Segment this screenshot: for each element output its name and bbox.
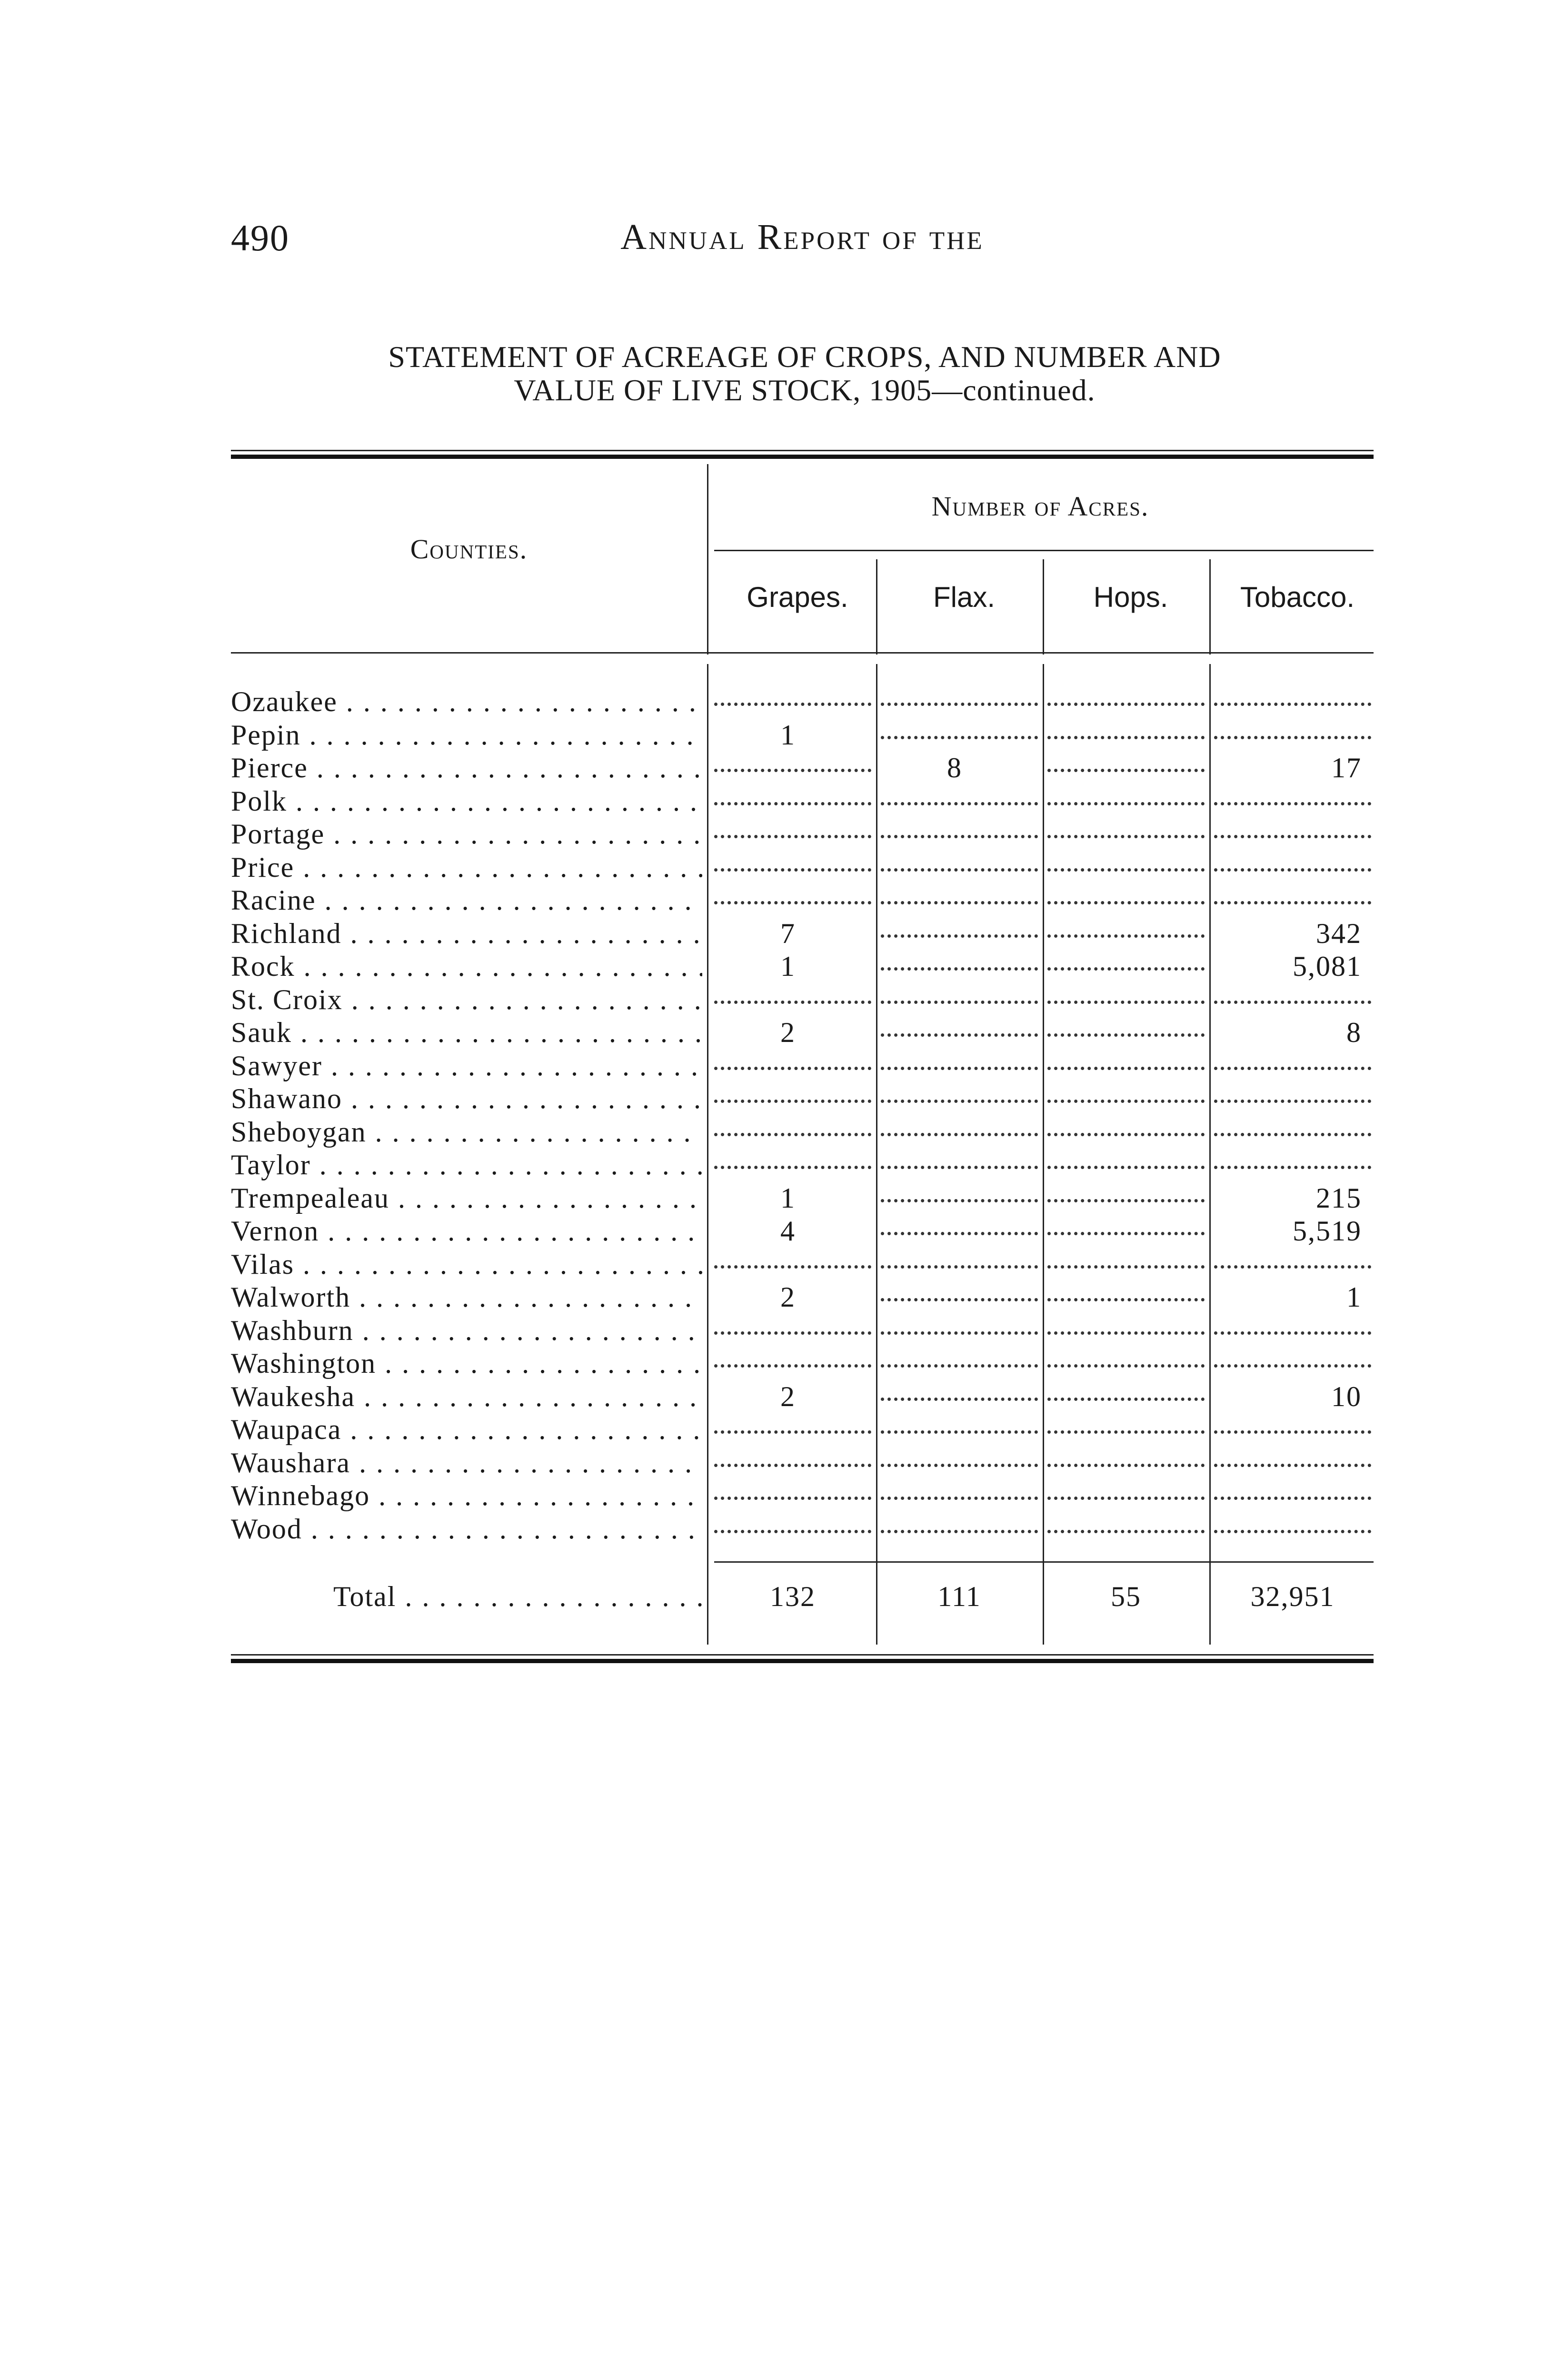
table-row: [231, 1016, 1374, 1050]
cell-flax: [881, 785, 1038, 805]
cell-hops: [1047, 1347, 1205, 1368]
cell-hops: [1047, 719, 1205, 739]
county-name: Winnebago . . .: [231, 1479, 702, 1513]
table-row: [231, 917, 1374, 951]
cell-hops: [1047, 685, 1205, 706]
county-name: Taylor . . .: [231, 1149, 702, 1182]
total-rule: [714, 1561, 1374, 1563]
cell-grapes: [714, 1479, 871, 1500]
cell-grapes: [714, 1116, 871, 1136]
cell-tobacco: [1214, 785, 1371, 805]
county-name: Sheboygan . . .: [231, 1116, 702, 1149]
cell-grapes: [714, 884, 871, 904]
cell-flax: [881, 917, 1038, 938]
county-name: Shawano . . .: [231, 1082, 702, 1116]
cell-hops: [1047, 1479, 1205, 1500]
cell-tobacco: [1214, 818, 1371, 838]
cell-tobacco: [1214, 1050, 1371, 1070]
page-number: 490: [231, 217, 289, 258]
cell-tobacco: [1214, 1347, 1371, 1368]
cell-flax: [881, 1347, 1038, 1368]
cell-tobacco: [1214, 884, 1371, 904]
running-head: [231, 217, 1374, 259]
cell-tobacco: [1214, 1116, 1371, 1136]
cell-hops: [1047, 1082, 1205, 1103]
cell-grapes: [714, 1513, 871, 1533]
cell-tobacco: [1214, 685, 1371, 706]
total-hops: 55: [1111, 1581, 1141, 1612]
cell-grapes: 1: [780, 719, 796, 751]
cell-flax: [881, 1182, 1038, 1202]
cell-hops: [1047, 1248, 1205, 1269]
county-name: Waupaca . . .: [231, 1413, 702, 1447]
table-bottom-rule-thick: [231, 1659, 1374, 1663]
table-bottom-rule-thin: [231, 1654, 1374, 1656]
cell-tobacco: [1214, 1413, 1371, 1434]
cell-hops: [1047, 818, 1205, 838]
table-row: [231, 1479, 1374, 1513]
cell-flax: [881, 1149, 1038, 1169]
county-name: Richland . . .: [231, 917, 702, 951]
cell-grapes: [714, 1314, 871, 1335]
cell-tobacco: 1: [1346, 1281, 1362, 1313]
cell-flax: [881, 851, 1038, 872]
county-name: Rock . . .: [231, 950, 702, 983]
total-label: Total . . .: [333, 1580, 705, 1613]
cell-grapes: 1: [780, 951, 796, 982]
table-top-rule-thin: [231, 450, 1374, 451]
table-top-rule-thick: [231, 455, 1374, 459]
cell-flax: [881, 1447, 1038, 1467]
statement-title: [231, 340, 1378, 407]
cell-tobacco: [1214, 1513, 1371, 1533]
cell-grapes: 2: [780, 1281, 796, 1313]
county-name: Walworth . . .: [231, 1281, 702, 1314]
total-tobacco: 32,951: [1250, 1581, 1335, 1612]
table-row: [231, 752, 1374, 785]
counties-header: Counties.: [410, 534, 528, 565]
cell-hops: [1047, 785, 1205, 805]
table-row: [231, 884, 1374, 917]
county-name: Vernon . . .: [231, 1215, 702, 1248]
cell-grapes: [714, 1347, 871, 1368]
cell-tobacco: [1214, 1149, 1371, 1169]
cell-hops: [1047, 851, 1205, 872]
county-name: Sauk . . .: [231, 1016, 702, 1050]
table-row: [231, 983, 1374, 1017]
table-row: [231, 685, 1374, 719]
cell-hops: [1047, 884, 1205, 904]
column-separator: [1043, 559, 1044, 654]
cell-flax: [881, 1314, 1038, 1335]
cell-hops: [1047, 1413, 1205, 1434]
cell-flax: [881, 1281, 1038, 1301]
cell-hops: [1047, 1050, 1205, 1070]
cell-flax: [881, 1513, 1038, 1533]
cell-flax: [881, 719, 1038, 739]
county-name: Price . . .: [231, 851, 702, 884]
cell-grapes: [714, 1248, 871, 1269]
cell-tobacco: 8: [1346, 1017, 1362, 1048]
group-header-rule: [714, 550, 1374, 551]
cell-flax: [881, 685, 1038, 706]
cell-flax: [881, 1215, 1038, 1235]
cell-hops: [1047, 1116, 1205, 1136]
table-row: [231, 1347, 1374, 1380]
statement-title-line-2: VALUE OF LIVE STOCK, 1905—continued.: [514, 373, 1096, 407]
table-row: [231, 1050, 1374, 1083]
number-of-acres-header: Number of Acres.: [931, 491, 1149, 522]
table-row: [231, 1182, 1374, 1215]
cell-tobacco: 17: [1331, 752, 1362, 783]
cell-grapes: [714, 983, 871, 1004]
cell-hops: [1047, 1380, 1205, 1401]
cell-hops: [1047, 1215, 1205, 1235]
cell-flax: [881, 884, 1038, 904]
table-row: [231, 1082, 1374, 1116]
cell-tobacco: [1214, 1082, 1371, 1103]
cell-grapes: [714, 752, 871, 772]
cell-flax: [881, 1479, 1038, 1500]
cell-grapes: [714, 1082, 871, 1103]
cell-grapes: 7: [780, 917, 796, 949]
cell-grapes: [714, 685, 871, 706]
cell-hops: [1047, 1281, 1205, 1301]
table-row: [231, 785, 1374, 818]
county-name: Portage . . .: [231, 818, 702, 851]
cell-flax: [881, 1380, 1038, 1401]
cell-flax: 8: [947, 752, 962, 783]
county-name: Pepin . . .: [231, 719, 702, 752]
county-name: Ozaukee . . .: [231, 685, 702, 719]
cell-hops: [1047, 917, 1205, 938]
cell-hops: [1047, 752, 1205, 772]
table-row: [231, 851, 1374, 884]
column-header-grapes: Grapes.: [747, 581, 848, 613]
column-separator: [707, 464, 708, 654]
cell-tobacco: [1214, 1314, 1371, 1335]
column-header-tobacco: Tobacco.: [1240, 581, 1355, 613]
cell-grapes: 2: [780, 1017, 796, 1048]
cell-grapes: [714, 1413, 871, 1434]
column-header-hops: Hops.: [1093, 581, 1168, 613]
column-separator: [1209, 559, 1211, 654]
cell-hops: [1047, 1182, 1205, 1202]
cell-grapes: [714, 851, 871, 872]
table-row: [231, 1281, 1374, 1314]
table-row: [231, 818, 1374, 851]
cell-hops: [1047, 950, 1205, 971]
column-separator: [876, 559, 877, 654]
table-row: [231, 1380, 1374, 1414]
cell-flax: [881, 1413, 1038, 1434]
table-row: [231, 1413, 1374, 1447]
cell-flax: [881, 1016, 1038, 1037]
cell-tobacco: [1214, 719, 1371, 739]
cell-flax: [881, 818, 1038, 838]
cell-hops: [1047, 1314, 1205, 1335]
column-header-flax: Flax.: [933, 581, 996, 613]
county-name: Wood . . .: [231, 1513, 702, 1546]
table-row: [231, 1116, 1374, 1149]
table-row: [231, 1314, 1374, 1348]
cell-flax: [881, 950, 1038, 971]
cell-flax: [881, 983, 1038, 1004]
table-row: [231, 1447, 1374, 1480]
county-name: Sawyer . . .: [231, 1050, 702, 1083]
table-row: [231, 1215, 1374, 1248]
county-name: Racine . . .: [231, 884, 702, 917]
table-row: [231, 1513, 1374, 1546]
cell-hops: [1047, 1016, 1205, 1037]
county-name: Washburn . . .: [231, 1314, 702, 1348]
cell-tobacco: 342: [1316, 917, 1362, 949]
cell-tobacco: [1214, 1479, 1371, 1500]
county-name: St. Croix . . .: [231, 983, 702, 1017]
cell-grapes: [714, 818, 871, 838]
county-name: Vilas . . .: [231, 1248, 702, 1281]
cell-tobacco: 10: [1331, 1380, 1362, 1412]
county-name: Waushara . . .: [231, 1447, 702, 1480]
cell-grapes: 2: [780, 1380, 796, 1412]
statement-title-line-1: STATEMENT OF ACREAGE OF CROPS, AND NUMBER AND: [388, 340, 1221, 374]
cell-grapes: [714, 1149, 871, 1169]
cell-flax: [881, 1248, 1038, 1269]
running-title: Annual Report of the: [620, 217, 984, 257]
cell-tobacco: [1214, 851, 1371, 872]
county-name: Washington . . .: [231, 1347, 702, 1380]
total-flax: 111: [937, 1581, 981, 1612]
cell-grapes: [714, 1050, 871, 1070]
cell-tobacco: 215: [1316, 1182, 1362, 1214]
table-row: [231, 719, 1374, 752]
header-bottom-rule: [231, 652, 1374, 654]
cell-flax: [881, 1050, 1038, 1070]
cell-flax: [881, 1116, 1038, 1136]
county-name: Waukesha . . .: [231, 1380, 702, 1414]
cell-flax: [881, 1082, 1038, 1103]
county-name: Polk . . .: [231, 785, 702, 818]
cell-grapes: 4: [780, 1215, 796, 1247]
cell-grapes: 1: [780, 1182, 796, 1214]
cell-grapes: [714, 785, 871, 805]
cell-hops: [1047, 1513, 1205, 1533]
acreage-table: [231, 450, 1374, 1668]
county-name: Trempealeau . . .: [231, 1182, 702, 1215]
table-row: [231, 1248, 1374, 1281]
county-name: Pierce . . .: [231, 752, 702, 785]
total-row: [231, 1580, 1374, 1614]
cell-tobacco: [1214, 1248, 1371, 1269]
cell-tobacco: [1214, 1447, 1371, 1467]
table-body: [231, 685, 1374, 1546]
cell-tobacco: [1214, 983, 1371, 1004]
table-row: [231, 950, 1374, 983]
cell-hops: [1047, 983, 1205, 1004]
cell-grapes: [714, 1447, 871, 1467]
cell-tobacco: 5,081: [1293, 951, 1362, 982]
cell-hops: [1047, 1149, 1205, 1169]
total-grapes: 132: [770, 1581, 816, 1612]
cell-hops: [1047, 1447, 1205, 1467]
table-row: [231, 1149, 1374, 1182]
cell-tobacco: 5,519: [1293, 1215, 1362, 1247]
